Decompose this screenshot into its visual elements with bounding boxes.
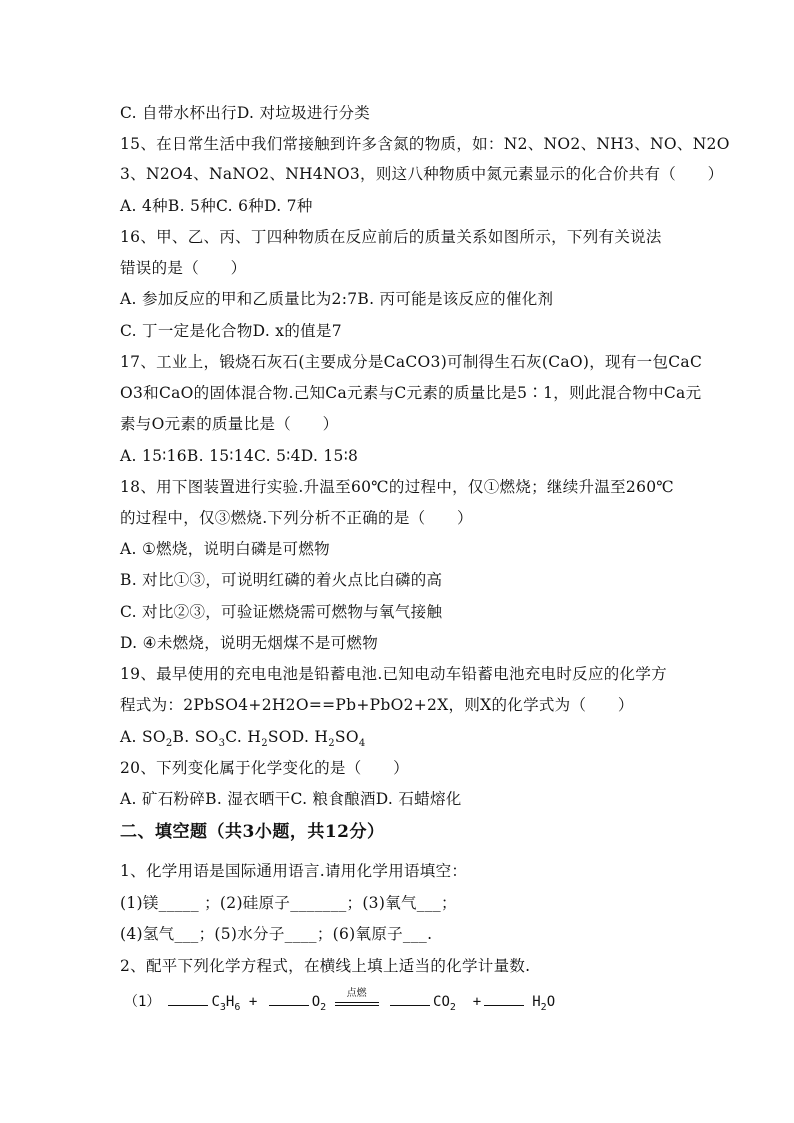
q20-options: A. 矿石粉碎B. 湿衣晒干C. 粮食酿酒D. 石蜡熔化 (120, 790, 462, 808)
coefficient-blank[interactable] (168, 991, 208, 1006)
q19-options: A. $SO_2B$. $SO_3C$. $H_2SOD$. $H_2SO_4$ (120, 728, 366, 750)
q16-options-cd: C. 丁一定是化合物D. x的值是7 (120, 322, 342, 340)
q16-options-ab: A. 参加反应的甲和乙质量比为2:7B. 丙可能是该反应的催化剂 (120, 290, 554, 308)
coefficient-blank[interactable] (390, 991, 430, 1006)
q18-option-b: B. 对比①③，可说明红磷的着火点比白磷的高 (120, 571, 443, 589)
reaction-condition: 点燃 (335, 996, 379, 1006)
q17-stem-line1: 17、工业上，锻烧石灰石(主要成分是CaCO3)可制得生石灰(CaO)，现有一包CaC (120, 353, 703, 371)
q15-stem-line1: 15、在日常生活中我们常接触到许多含氮的物质，如：N2、NO2、NH3、NO、N2O (120, 135, 730, 153)
section-heading: 二、填空题（共3小题，共12分） (120, 822, 385, 842)
q14-options-cd: C. 自带水杯出行D. 对垃圾进行分类 (120, 104, 371, 122)
q20-stem: 20、下列变化属于化学变化的是（ ） (120, 759, 409, 777)
q18-stem-line2: 的过程中，仅③燃烧.下列分析不正确的是（ ） (120, 509, 473, 527)
q19-stem-line1: 19、最早使用的充电电池是铅蓄电池.已知电动车铅蓄电池充电时反应的化学方 (120, 665, 667, 683)
q17-stem-line3: 素与O元素的质量比是（ ） (120, 415, 339, 433)
coefficient-blank[interactable] (484, 991, 524, 1006)
q16-stem-line2: 错误的是（ ） (120, 259, 247, 277)
q18-option-d: D. ④未燃烧，说明无烟煤不是可燃物 (120, 634, 379, 652)
q17-options: A. 15∶16B. 15∶14C. 5∶4D. 15∶8 (120, 447, 359, 465)
fill-q2-stem: 2、配平下列化学方程式，在横线上填上适当的化学计量数. (120, 957, 531, 975)
fill-q1-blanks-line2: (4)氢气___；(5)水分子____；(6)氧原子___. (120, 925, 433, 943)
coefficient-blank[interactable] (269, 991, 309, 1006)
q15-stem-line2: 3、N2O4、NaNO2、NH4NO3，则这八种物质中氮元素显示的化合价共有（ ） (120, 165, 724, 183)
q17-stem-line2: O3和CaO的固体混合物.己知Ca元素与C元素的质量比是5∶1，则此混合物中Ca元 (120, 384, 702, 402)
q16-stem-line1: 16、甲、乙、丙、丁四种物质在反应前后的质量关系如图所示，下列有关说法 (120, 228, 662, 246)
q18-option-a: A. ①燃烧，说明白磷是可燃物 (120, 540, 330, 558)
fill-q1-stem: 1、化学用语是国际通用语言.请用化学用语填空： (120, 862, 468, 880)
q19-stem-line2: 程式为：2PbSO4+2H2O==Pb+PbO2+2X，则X的化学式为（ ） (120, 696, 634, 714)
chemical-equation: （1） $C_3H_6 + O_2$ 点燃 $CO_2 + H_2O$ (124, 988, 556, 1013)
q18-option-c: C. 对比②③，可验证燃烧需可燃物与氧气接触 (120, 603, 443, 621)
fill-q1-blanks-line1: (1)镁_____ ；(2)硅原子_______；(3)氧气___； (120, 894, 457, 912)
q15-options: A. 4种B. 5种C. 6种D. 7种 (120, 197, 313, 215)
q18-stem-line1: 18、用下图装置进行实验.升温至60℃的过程中，仅①燃烧；继续升温至260℃ (120, 478, 675, 496)
